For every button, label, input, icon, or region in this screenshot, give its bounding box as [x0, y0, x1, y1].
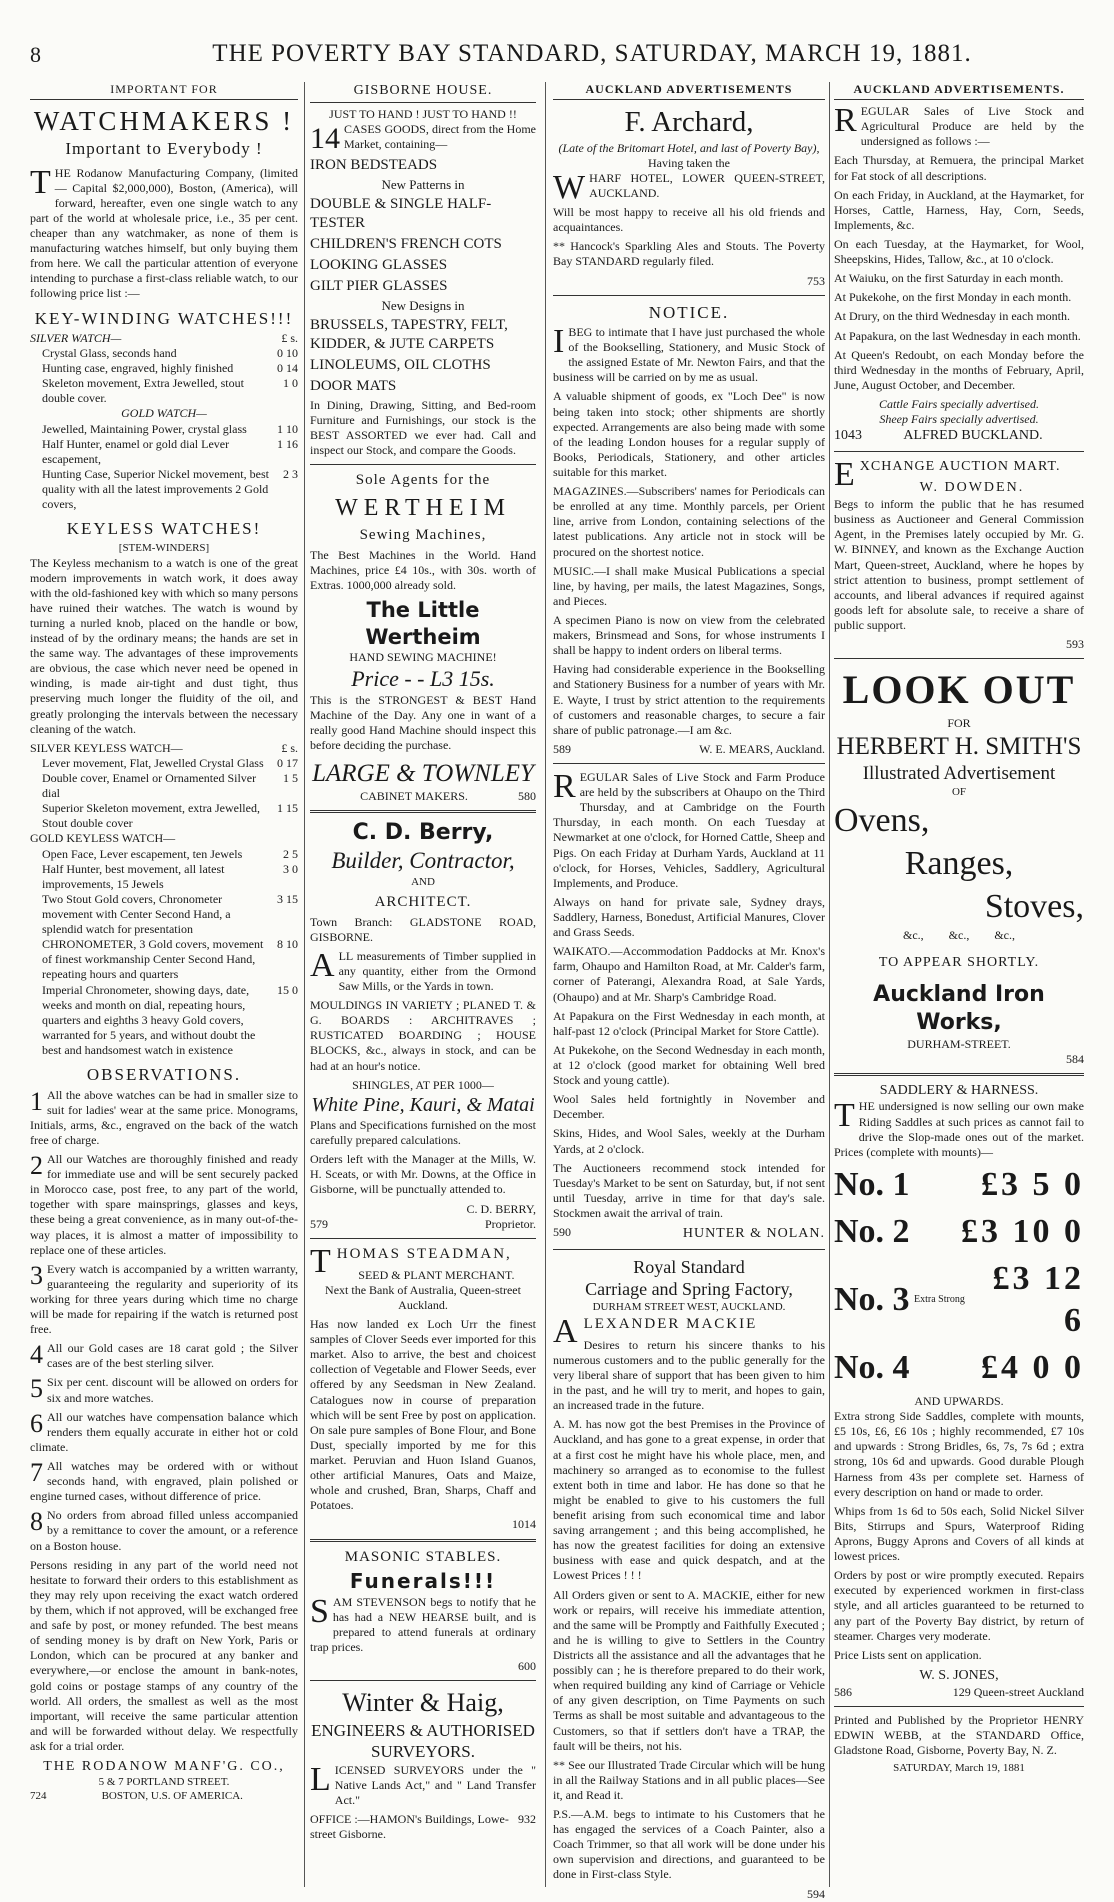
company-address: 5 & 7 PORTLAND STREET.: [98, 1775, 230, 1788]
drop-cap: E: [834, 455, 856, 493]
drop-cap: R: [834, 102, 857, 140]
measurements-text: LL measurements of Timber supplied in any quantity, either from the Ormond Saw Mills, or the Yards in town.: [338, 948, 536, 994]
gold-keyless-list: [30, 847, 298, 1059]
ad-number: 586: [834, 1684, 852, 1699]
auckland-ads-header: AUCKLAND ADVERTISEMENTS: [553, 82, 825, 100]
drop-cap: T: [30, 163, 51, 201]
wertheim-title: WERTHEIM: [335, 494, 511, 521]
column-3: [553, 82, 825, 1901]
etc: &c., &c., &c.,: [903, 928, 1015, 943]
saddlery-more-4: Price Lists sent on application.: [834, 1647, 982, 1662]
illustrated-ad: Illustrated Advertisement: [862, 763, 1056, 785]
ad-number: 584: [1066, 1051, 1084, 1066]
dowden-text: Begs to inform the public that he has resumed business as Auctioneer and General Commission Agent, in the Premises lately occupied by Mr. G. W. BINNEY, and known as the Exchange Auction Mart, Queen-street, Auckland, where he hopes by strict attention to business, prompt settlement of accounts, and liberal advances if required against goods left for absolute sale, to receive a share of public support.: [834, 497, 1084, 632]
observation-text: All our Watches are thoroughly finished and ready for immediate use and will be sent securely packed in Morocco case, post free, to any part of the world, together with spare mainsprings, glasses and keys, these being a great convenience, as in many out-of-the-way places, it is almost a matter of impossibility to replace one of these articles.: [30, 1151, 298, 1257]
gisborne-item: DOOR MATS: [310, 377, 397, 394]
ad-number: 593: [1066, 637, 1084, 652]
schedule-item: Each Thursday, at Remuera, the principal Market for Fat stock of all descriptions.: [834, 153, 1084, 183]
of-label: OF: [951, 786, 967, 799]
observation-item: [30, 1088, 298, 1148]
keyless-subheading: [STEM-WINDERS]: [118, 541, 210, 554]
observations-list: [30, 1088, 298, 1554]
schedule-item: At Waiuku, on the first Saturday in each month.: [834, 271, 1064, 286]
gisborne-item: LINOLEUMS, OIL CLOTHS: [310, 356, 491, 373]
notice-heading: NOTICE.: [648, 302, 730, 322]
licensed-text: ICENSED SURVEYORS under the " Native Lands Act," and " Land Transfer Act.": [334, 1762, 536, 1807]
price-row: [30, 892, 298, 937]
column-rule: [545, 82, 546, 1887]
price-row: [30, 467, 298, 512]
best-machines-text: The Best Machines in the World. Hand Machines, price £4 10s., with 30s. worth of Extras. 1000,000 already sold.: [310, 548, 536, 593]
item-name: Half Hunter, enamel or gold dial Lever escapement,: [42, 436, 230, 466]
regular-sales-item: Always on hand for private sale, Sydney drays, Saddlery, Harness, Bonedust, Artificial Manures, Clover and Grass Seeds.: [553, 894, 825, 940]
and-upwards: AND UPWARDS.: [914, 1394, 1004, 1409]
silver-keyless-heading: SILVER KEYLESS WATCH—: [30, 740, 183, 755]
orders-text: Orders left with the Manager at the Mills, W. H. Sceats, or with Mr. Downs, at the Office in Gisborne, will be punctually attended to.: [310, 1152, 536, 1197]
ad-number: 580: [517, 789, 536, 804]
price-row: [30, 937, 298, 982]
notice-text: Having had considerable experience in the Bookselling and Stationery Business for a number of years with Mr. E. Wayte, I trust by strict attention to the requirements of customers and reasonable charges, to secure a fair share of public patronage.—I am &c.: [553, 662, 825, 737]
price-row: [30, 756, 298, 771]
signature: C. D. BERRY,: [466, 1201, 536, 1216]
ad-number: 1014: [512, 1517, 536, 1532]
strongest-text: This is the STRONGEST & BEST Hand Machine of the Day. Any one in want of a really good Hand Machine should inspect this before deciding the purchase.: [310, 693, 536, 753]
ad-number: 594: [807, 1886, 825, 1901]
observation-text: All our Gold cases are 18 carat gold ; the Silver cases are of the best sterling silver.: [47, 1341, 298, 1371]
just-to-hand: JUST TO HAND ! JUST TO HAND !!: [329, 106, 517, 121]
price-row: [30, 862, 298, 892]
saddle-number: No. 3: [834, 1280, 910, 1318]
winter-haig: Winter & Haig,: [342, 1688, 504, 1718]
archard-late: (Late of the Britomart Hotel, and last of Poverty Bay),: [558, 140, 820, 155]
regular-sales-item: The Auctioneers recommend stock intended for Tuesday's Market to be sent on Saturday, but, if not sent until Tuesday, arrive in time for that day's sale. Stockmen await the arrival of train.: [553, 1160, 825, 1220]
saddle-price: £3 5 0: [981, 1165, 1084, 1203]
schedule-item: At Papakura, on the last Wednesday in each month.: [834, 328, 1081, 343]
column-2: [310, 82, 536, 1887]
price-row: [30, 437, 298, 467]
gisborne-item: DOUBLE & SINGLE HALF-TESTER: [310, 196, 492, 232]
observation-text: Every watch is accompanied by a written warranty, guaranteeing the regularity and superiority of its working for three years during which time no charge will be made for repairing if the watch is returned post free.: [30, 1261, 298, 1337]
saddlery-harness: SADDLERY & HARNESS.: [879, 1082, 1039, 1098]
schedule-item: At Drury, on the third Wednesday in each month.: [834, 309, 1070, 324]
regular-sales-intro: EGULAR Sales of Live Stock and Agricultural Produce are held by the undersigned as follows :—: [860, 104, 1084, 149]
price-row: [30, 361, 298, 376]
item-name: Half Hunter, best movement, all latest improvements, 15 Jewels: [42, 861, 225, 891]
price-row: [30, 346, 298, 361]
item-price: 1 15: [277, 801, 298, 816]
item-name: Jewelled, Maintaining Power, crystal glass: [42, 421, 247, 436]
ovens: Ovens,: [834, 801, 930, 839]
sheep-fairs: Sheep Fairs specially advertised.: [879, 412, 1039, 427]
for-label: FOR: [947, 715, 971, 730]
observation-item: [30, 1152, 298, 1258]
extra-strong-label: Extra Strong: [914, 1294, 965, 1306]
item-price: 15 0: [277, 982, 298, 997]
observation-item: [30, 1375, 298, 1405]
having-taken: Having taken the: [648, 155, 730, 170]
cabinet-makers: CABINET MAKERS.: [360, 789, 468, 804]
saddle-number: No. 1: [834, 1165, 910, 1203]
durham-street: DURHAM STREET WEST, AUCKLAND.: [592, 1301, 786, 1314]
engineers: ENGINEERS & AUTHORISED SURVEYORS.: [311, 1720, 535, 1762]
mackie-paragraph: All Orders given or sent to A. MACKIE, either for new work or repairs, will receive his immediate attention, and the same will be Promptly and Faithfully Executed ; and he is willing to give to Settlers in the Country Districts all the assistance and all the advantages that he possibly can ; he is therefore prepared to do their work, when required building any kind of Carriage or Vehicle of any given description, on Time Payments on such Terms as shall be most suitable and advantageous to the Customers, so that if settlers don't have a TRAP, the fault will be theirs, not his.: [553, 1587, 825, 1753]
notice-text: BEG to intimate that I have just purchased the whole of the Bookselling, Stationery, and Music Stock of the assigned Estate of Mr. Newton Fairs, and that the business will be carried on by me as usual.: [553, 325, 825, 385]
drop-cap: A: [310, 946, 335, 984]
closing-paragraph: Persons residing in any part of the world need not hesitate to forward their orders to this establishment as they may rely upon receiving the exact watch ordered by them, which if not approved, will be exchanged free and safe by post, or money refunded. The best means of sending money is by draft on New York, Paris or London, which can be procured at any banker and everywhere,—or enclose the amount in bank-notes, gold coins or postage stamps of any country of the world. All orders, the smallest as well as the most important, will receive the same particular attention and will be forwarded without delay. We respectfully ask for a trial order.: [30, 1557, 298, 1753]
schedule-item: At Queen's Redoubt, on each Monday before the third Wednesday in the months of February, April, June, August October, and December.: [834, 347, 1084, 392]
observation-text: All the above watches can be had in smaller size to suit for ladies' wear at the same price. Monograms, Initials, arms, &c., engraved on the back of the watch free of charge.: [30, 1087, 298, 1147]
notice-text: A valuable shipment of goods, ex "Loch Dee" is now being taken into stock; other shipments are shortly expected. Arrangements are also being made with some of the leading London houses for a regular supply of Books, Periodicals, Stationery, and other articles suitable for this market.: [553, 389, 825, 480]
auckland-iron-works: Auckland Iron Works,: [873, 982, 1045, 1035]
item-price: 2 3: [283, 466, 298, 481]
saddle-prices: [834, 1164, 1084, 1390]
saddle-number: No. 2: [834, 1212, 910, 1250]
gisborne-item: CHILDREN'S FRENCH COTS: [310, 236, 502, 252]
drop-cap: S: [310, 1592, 329, 1630]
regular-sales-item: At Pukekohe, on the Second Wednesday in each month, at 12 o'clock (good market for obtaining Well bred Stock and young cattle).: [553, 1042, 825, 1088]
hand-sewing: HAND SEWING MACHINE!: [349, 650, 497, 665]
royal-standard: Royal Standard: [633, 1256, 745, 1277]
shingles: SHINGLES, AT PER 1000—: [352, 1077, 494, 1092]
auckland-ads-header: AUCKLAND ADVERTISEMENTS.: [834, 82, 1084, 100]
notice-text: A specimen Piano is now on view from the celebrated makers, Brinsmead and Sons, for whose instruments I shall be happy to indent orders on liberal terms.: [553, 613, 825, 658]
item-name: Skeleton movement, Extra Jewelled, stout double cover.: [42, 376, 244, 406]
item-price: 0 17: [277, 755, 298, 770]
regular-sales-list: [553, 895, 825, 1221]
imprint-date: SATURDAY, March 19, 1881: [893, 1761, 1025, 1774]
furniture-paragraph: In Dining, Drawing, Sitting, and Bed-room Furniture and Furnishings, our stock is the BEST ASSORTED we ever had. Call and inspect our Stock, and compare the Goods.: [310, 397, 536, 457]
price-row: [30, 801, 298, 831]
gisborne-item: New Patterns in: [381, 176, 465, 192]
gisborne-house-header: GISBORNE HOUSE.: [310, 82, 536, 103]
drop-cap: W: [553, 168, 586, 206]
item-price: 8 10: [277, 937, 298, 952]
notice-paragraph: [553, 662, 825, 738]
schedule-item: At Pukekohe, on the first Monday in each month.: [834, 290, 1072, 305]
observation-text: Six per cent. discount will be allowed on orders for six and more watches.: [47, 1375, 298, 1405]
column-rule: [304, 82, 305, 1887]
proprietor: Proprietor.: [485, 1216, 536, 1231]
masonic-stables: MASONIC STABLES.: [344, 1548, 502, 1565]
berry-name: C. D. Berry,: [352, 820, 494, 846]
gisborne-item: GILT PIER GLASSES: [310, 277, 448, 294]
drop-cap: T: [834, 1097, 855, 1135]
gold-price-list: [30, 422, 298, 513]
observation-number: 6: [30, 1408, 43, 1438]
notice-paragraph: [553, 325, 825, 385]
newspaper-title: THE POVERTY BAY STANDARD, SATURDAY, MARCH 19, 1881.: [212, 40, 972, 67]
item-name: Double cover, Enamel or Ornamented Silver dial: [42, 771, 257, 801]
drop-cap: T: [310, 1242, 333, 1280]
ad-number: 724: [30, 1789, 47, 1802]
saddlery-intro: HE undersigned is now selling our own make Riding Saddles at such prices as cannot fail to drive the Slop-made ones out of the market. Prices (complete with mounts)—: [834, 1099, 1084, 1159]
herbert-smith: HERBERT H. SMITH'S: [836, 732, 1082, 760]
saddle-price-row: [834, 1164, 1084, 1207]
mackie-paragraph: P.S.—A.M. begs to intimate to his Customers that he has engaged the services of a Coach Painter, also a Coach Trimmer, so that all work will be done under his own supervision and directions, and guaranteed to be done in First-class Style.: [553, 1807, 825, 1882]
drop-cap: I: [553, 323, 565, 361]
durham-street: DURHAM-STREET.: [907, 1036, 1011, 1051]
ad-number: 1043: [834, 428, 862, 444]
company-name: THE RODANOW MANF'G. CO.,: [43, 1759, 285, 1775]
schedule-item: On each Tuesday, at the Haymarket, for Wool, Sheepskins, Hides, Tallow, &c., at 10 o'clock.: [834, 236, 1084, 267]
gisborne-item: BRUSSELS, TAPESTRY, FELT, KIDDER, & JUTE CARPETS: [310, 317, 508, 352]
observation-number: 1: [30, 1086, 43, 1116]
imprint: Printed and Published by the Proprietor HENRY EDWIN WEBB, at the STANDARD Office, Gladstone Road, Gisborne, Poverty Bay, N. Z.: [834, 1712, 1084, 1757]
ad-number: 932: [518, 1812, 536, 1827]
notice-paragraph: [553, 613, 825, 658]
ad-number: 590: [553, 1225, 571, 1240]
saddle-price: £3 12 6: [992, 1259, 1084, 1340]
column-4: [834, 82, 1084, 1887]
cases-text: CASES GOODS, direct from the Home Market, containing—: [344, 121, 536, 151]
silver-keyless-list: [30, 756, 298, 832]
observation-text: No orders from abroad filled unless accompanied by a remittance to cover the amount, or a reference on a Boston house.: [30, 1508, 298, 1553]
gisborne-item: IRON BEDSTEADS: [310, 156, 438, 173]
observation-item: [30, 1262, 298, 1338]
currency-label: £ s.: [281, 330, 298, 345]
drop-cap: L: [310, 1760, 331, 1798]
saddle-price-row: [834, 1211, 1084, 1254]
drop-cap: R: [553, 767, 576, 805]
timber-types: White Pine, Kauri, & Matai: [311, 1093, 535, 1116]
architect: ARCHITECT.: [374, 893, 472, 910]
observation-text: All watches may be ordered with or without seconds hand, with engraved, plain polished or engine turned cases, without difference of price.: [30, 1459, 298, 1504]
silver-heading: SILVER WATCH—: [30, 330, 122, 345]
ad-number: 600: [518, 1659, 536, 1674]
silver-price-list: [30, 346, 298, 406]
item-name: CHRONOMETER, 3 Gold covers, movement of finest workmanship Center Second Hand, repeating hours and quarters: [42, 937, 264, 982]
steadman-text: Has now landed ex Loch Urr the finest samples of Clover Seeds ever imported for this market. Also to arrive, the best and choicest collection of Vegetable and Flower Seeds, ever offered by any Seedsman in New Zealand. Catalogues now in course of preparation which will be sent Free by post on application. On sale pure samples of Bone Flour, and Bone Dust, specially imported by me for this market. Peruvian and Huon Island Guanos, other artificial Manures, Oats and Maize, whole and crushed, Bran, Sharps, Chaff and Potatoes.: [310, 1316, 536, 1513]
drop-cap: A: [553, 1312, 580, 1350]
appear-shortly: TO APPEAR SHORTLY.: [878, 954, 1040, 970]
cattle-fairs: Cattle Fairs specially advertised.: [879, 396, 1039, 411]
steadman-name: HOMAS STEADMAN,: [336, 1245, 512, 1262]
item-name: Imperial Chronometer, showing days, date, weeks and month on dial, repeating hours, quarters and eighths 3 heavy Gold covers, warranted for 5 years, and without doubt the best and handsomest watch in existence: [42, 982, 256, 1057]
item-price: 0 10: [277, 346, 298, 361]
archard-name: F. Archard,: [624, 106, 754, 139]
builder-contractor: Builder, Contractor,: [331, 847, 515, 873]
key-winding-heading: KEY-WINDING WATCHES!!!: [34, 308, 294, 328]
keyless-paragraph: The Keyless mechanism to a watch is one of the great modern improvements in watch work, it does away with the old-fashioned key with which so many persons have ruined their watches. The watch is wound by turning a nurled knob, placed on the handle or bow, instead of by the ordinary means; the hands are set in the same way. The advantages of these improvements are obvious, the case which never need be opened in winding, is made air-tight and dust tight, thus preserving much longer the fluidity of the oil, and greatly prolonging the intervals between the necessary cleaning of the watch.: [30, 555, 298, 736]
ad-number: 753: [807, 273, 825, 288]
funerals: Funerals!!!: [349, 1569, 497, 1594]
observation-number: 2: [30, 1150, 43, 1180]
saddlery-more-3: Orders by post or wire promptly executed. Repairs executed by experienced workmen in first-class style, and all articles guaranteed to be returned to any part of the Poverty Bay district, by return of steamer. Charges very moderate.: [834, 1568, 1084, 1643]
mackie-paragraphs: [553, 1338, 825, 1883]
gold-heading: GOLD WATCH—: [121, 406, 207, 421]
item-name: Superior Skeleton movement, extra Jewelled, Stout double cover: [42, 801, 260, 831]
mackie-paragraph: A. M. has now got the best Premises in the Province of Auckland, and has gone to a great expense, in order that at a first cost he might have his whole place, men, and machinery so arranged as to economise to the fullest extent both in time and labor. He has done so that he might be enabled to give to his customers the full benefit arising from such economical time and labor saving arrangement ; and this being accomplished, he has now the greatest facilities for doing an extensive business with ease and quick despatch, and at the Lowest Prices ! ! !: [553, 1417, 825, 1583]
ranges: Ranges,: [904, 844, 1014, 882]
observation-number: 8: [30, 1507, 43, 1537]
observation-item: [30, 1508, 298, 1553]
regular-sales-item: Wool Sales held fortnightly in November and December.: [553, 1092, 825, 1122]
will-be-happy: Will be most happy to receive all his old friends and acquaintances.: [553, 205, 825, 235]
item-price: 1 16: [277, 436, 298, 451]
currency-label: £ s.: [281, 740, 298, 755]
carriage-factory: Carriage and Spring Factory,: [585, 1279, 793, 1300]
page-number: 8: [30, 42, 41, 67]
jones-address: 129 Queen-street Auckland: [952, 1684, 1084, 1699]
mackie-paragraph: ** See our Illustrated Trade Circular which will be hung in all the Railway Stations and in all public places—See it, and Read it.: [553, 1757, 825, 1802]
price-row: [30, 376, 298, 406]
notice-text: MUSIC.—I shall make Musical Publications a special line, by having, per mails, the latest Magazines, Songs, and Pieces.: [553, 563, 825, 608]
observation-item: [30, 1459, 298, 1504]
stoves: Stoves,: [984, 887, 1084, 925]
observation-number: 5: [30, 1374, 43, 1404]
item-name: Hunting case, engraved, highly finished: [42, 361, 234, 376]
observation-item: [30, 1410, 298, 1455]
cases-number: 14: [310, 121, 340, 155]
plans-text: Plans and Specifications furnished on the most carefully prepared calculations.: [310, 1118, 536, 1148]
watchmakers-title: WATCHMAKERS !: [33, 106, 295, 137]
regular-sales-text: EGULAR Sales of Live Stock and Farm Produce are held by the subscribers at Ohaupo on the Third Thursday, and at Cambridge on the Fourth Thursday, in each month. On each Tuesday at Newmarket at one o'clock, for Horned Cattle, Sheep and Pigs. On each Friday at Durham Yards, Auckland at 11 o'clock, for Horses, Vehicles, Saddlery, Agricultural Implements, and Produce.: [553, 769, 825, 890]
observation-number: 4: [30, 1340, 43, 1370]
mouldings-text: MOULDINGS IN VARIETY ; PLANED T. & G. BOARDS : ARCHITRAVES ; RUSTICATED BOARDING ; HOUSE BLOCKS, &c., always in stock, and can be had at an hour's notice.: [310, 998, 536, 1073]
price-row: [30, 983, 298, 1059]
intro-paragraph: [30, 163, 298, 302]
sole-agents: Sole Agents for the: [355, 472, 491, 489]
price-row: [30, 847, 298, 862]
gold-keyless-heading: GOLD KEYLESS WATCH—: [30, 831, 176, 846]
saddle-number: No. 4: [834, 1349, 910, 1387]
saddle-price: £4 0 0: [981, 1349, 1084, 1387]
steadman-location: Next the Bank of Australia, Queen-street Auckland.: [325, 1282, 521, 1312]
regular-sales-item: Skins, Hides, and Wool Sales, weekly at the Durham Yards, at 2 o'clock.: [553, 1126, 825, 1156]
item-price: 1 10: [277, 421, 298, 436]
observation-item: [30, 1341, 298, 1371]
ad-number: 589: [553, 741, 571, 756]
town-branch: Town Branch: GLADSTONE ROAD, GISBORNE.: [310, 914, 536, 944]
notice-paragraph: [553, 484, 825, 560]
gisborne-item: LOOKING GLASSES: [310, 256, 448, 273]
observation-number: 7: [30, 1458, 43, 1488]
intro-text: HE Rodanow Manufacturing Company, (limited— Capital $2,000,000), Boston, (America), will forward, hereafter, even one single watch to any part of the world at wholesale price, i.e., 35 per cent. cheaper than any watchmaker, as none of them is manufacturing watches himself, but only buying them from here. We call the particular attention of everyone intending to purchase a first-class reliable watch, to our following price list :—: [30, 165, 298, 301]
column-rule: [829, 82, 830, 1887]
large-townley: LARGE & TOWNLEY: [312, 759, 534, 787]
observations-heading: OBSERVATIONS.: [86, 1065, 242, 1085]
alfred-buckland: ALFRED BUCKLAND.: [903, 428, 1043, 444]
item-name: Crystal Glass, seconds hand: [42, 346, 177, 361]
dowden-name: W. DOWDEN.: [919, 480, 1025, 496]
schedule-item: On each Friday, in Auckland, at the Haymarket, for Horses, Cattle, Harness, Hay, Corn, Seeds, Implements, &c.: [834, 187, 1084, 232]
notice-paragraph: [553, 389, 825, 480]
item-name: Lever movement, Flat, Jewelled Crystal Glass: [42, 755, 264, 770]
masthead: [0, 0, 1114, 70]
watchmakers-subtitle: Important to Everybody !: [65, 139, 263, 159]
gisborne-items: [310, 156, 536, 396]
and-label: AND: [411, 875, 435, 888]
item-name: Hunting Case, Superior Nickel movement, best quality with all the latest improvements 2 Gold covers,: [42, 466, 269, 512]
mackie-name: LEXANDER MACKIE: [583, 1315, 758, 1332]
column-1: [30, 82, 298, 1887]
little-wertheim: The Little Wertheim: [365, 598, 481, 649]
exchange-mart: XCHANGE AUCTION MART.: [859, 458, 1061, 474]
observation-number: 3: [30, 1260, 43, 1290]
seed-merchant: SEED & PLANT MERCHANT.: [358, 1267, 515, 1282]
item-price: 1 0: [283, 376, 298, 391]
hunter-nolan: HUNTER & NOLAN.: [682, 1226, 825, 1242]
look-out: LOOK OUT: [842, 667, 1076, 713]
regular-sales-item: WAIKATO.—Accommodation Paddocks at Mr. Knox's farm, Ohaupo and Hamilton Road, at Mr. Calder's farm, corner of Paterangi, Alexandra Road, at Sale Yards, (Ohaupo) and at Mr. Sharp's Cambridge Road.: [553, 944, 825, 1004]
section-header: IMPORTANT FOR: [30, 82, 298, 100]
saddlery-more: Extra strong Side Saddles, complete with mounts, £5 10s, £6, £6 10s ; highly recommended, £7 10s and upwards : Strong Bridles, 6s, 7s, 7s 6d ; extra strong, 10s 6d and upwards. Good durable Plough Harness from 43s per complete set. Harness of every description on hand or made to order.: [834, 1409, 1084, 1499]
jones-name: W. S. JONES,: [919, 1667, 999, 1683]
regular-sales-item: At Papakura on the First Wednesday in each month, at half-past 12 o'clock (Principal Market for Store Cattle).: [553, 1008, 825, 1038]
item-name: Open Face, Lever escapement, ten Jewels: [42, 846, 243, 861]
notice-paragraph: [553, 564, 825, 609]
stevenson-text: AM STEVENSON begs to notify that he has had a NEW HEARSE built, and is prepared to attend funerals at ordinary trap prices.: [310, 1594, 536, 1654]
notice-text: MAGAZINES.—Subscribers' names for Periodicals can be enrolled at any time. Monthly parcels, per Orient line, arrive from London, containing selections of the latest publications. Any article not in stock will be procured on the shortest notice.: [553, 484, 825, 559]
mackie-paragraph: Desires to return his sincere thanks to his numerous customers and to the public generally for the very liberal share of support that has been given to him in the past, and he will try to merit, and hopes to gain, an increased trade in the future.: [553, 1337, 825, 1413]
saddle-price-row: [834, 1347, 1084, 1390]
hancock-text: ** Hancock's Sparkling Ales and Stouts. The Poverty Bay STANDARD regularly filed.: [553, 239, 825, 269]
observation-text: All our watches have compensation balance which renders them equally accurate in either hot or cold climate.: [30, 1409, 298, 1454]
price-row: [30, 422, 298, 437]
mears-signature: W. E. MEARS, Auckland.: [699, 741, 825, 756]
saddle-price: £3 10 0: [961, 1212, 1084, 1250]
item-name: Two Stout Gold covers, Chronometer movement with Center Second Hand, a splendid watch for presentation: [42, 891, 231, 937]
item-price: 0 14: [277, 361, 298, 376]
item-price: 2 5: [283, 846, 298, 861]
sales-schedule: [834, 153, 1084, 393]
item-price: 3 0: [283, 861, 298, 876]
sewing-machines: Sewing Machines,: [359, 527, 487, 544]
ad-number: 579: [310, 1216, 328, 1231]
saddlery-more-2: Whips from 1s 6d to 50s each, Solid Nickel Silver Bits, Stirrups and Spurs, Waterproof Riding Aprons, Buggy Aprons and Covers of all kinds at lowest prices.: [834, 1503, 1084, 1564]
price-row: [30, 771, 298, 801]
gisborne-item: New Designs in: [381, 297, 465, 313]
company-city: BOSTON, U.S. OF AMERICA.: [101, 1789, 243, 1802]
item-price: 3 15: [277, 891, 298, 906]
office-address: OFFICE :—HAMON's Buildings, Lowe-street Gisborne.: [310, 1812, 509, 1842]
item-price: 1 5: [283, 771, 298, 786]
wharf-hotel: HARF HOTEL, LOWER QUEEN-STREET, AUCKLAND.: [589, 170, 825, 200]
notice-paragraphs: [553, 325, 825, 738]
keyless-heading: KEYLESS WATCHES!: [66, 519, 262, 539]
machine-price: Price - - L3 15s.: [351, 666, 495, 692]
saddle-price-row: [834, 1258, 1084, 1344]
